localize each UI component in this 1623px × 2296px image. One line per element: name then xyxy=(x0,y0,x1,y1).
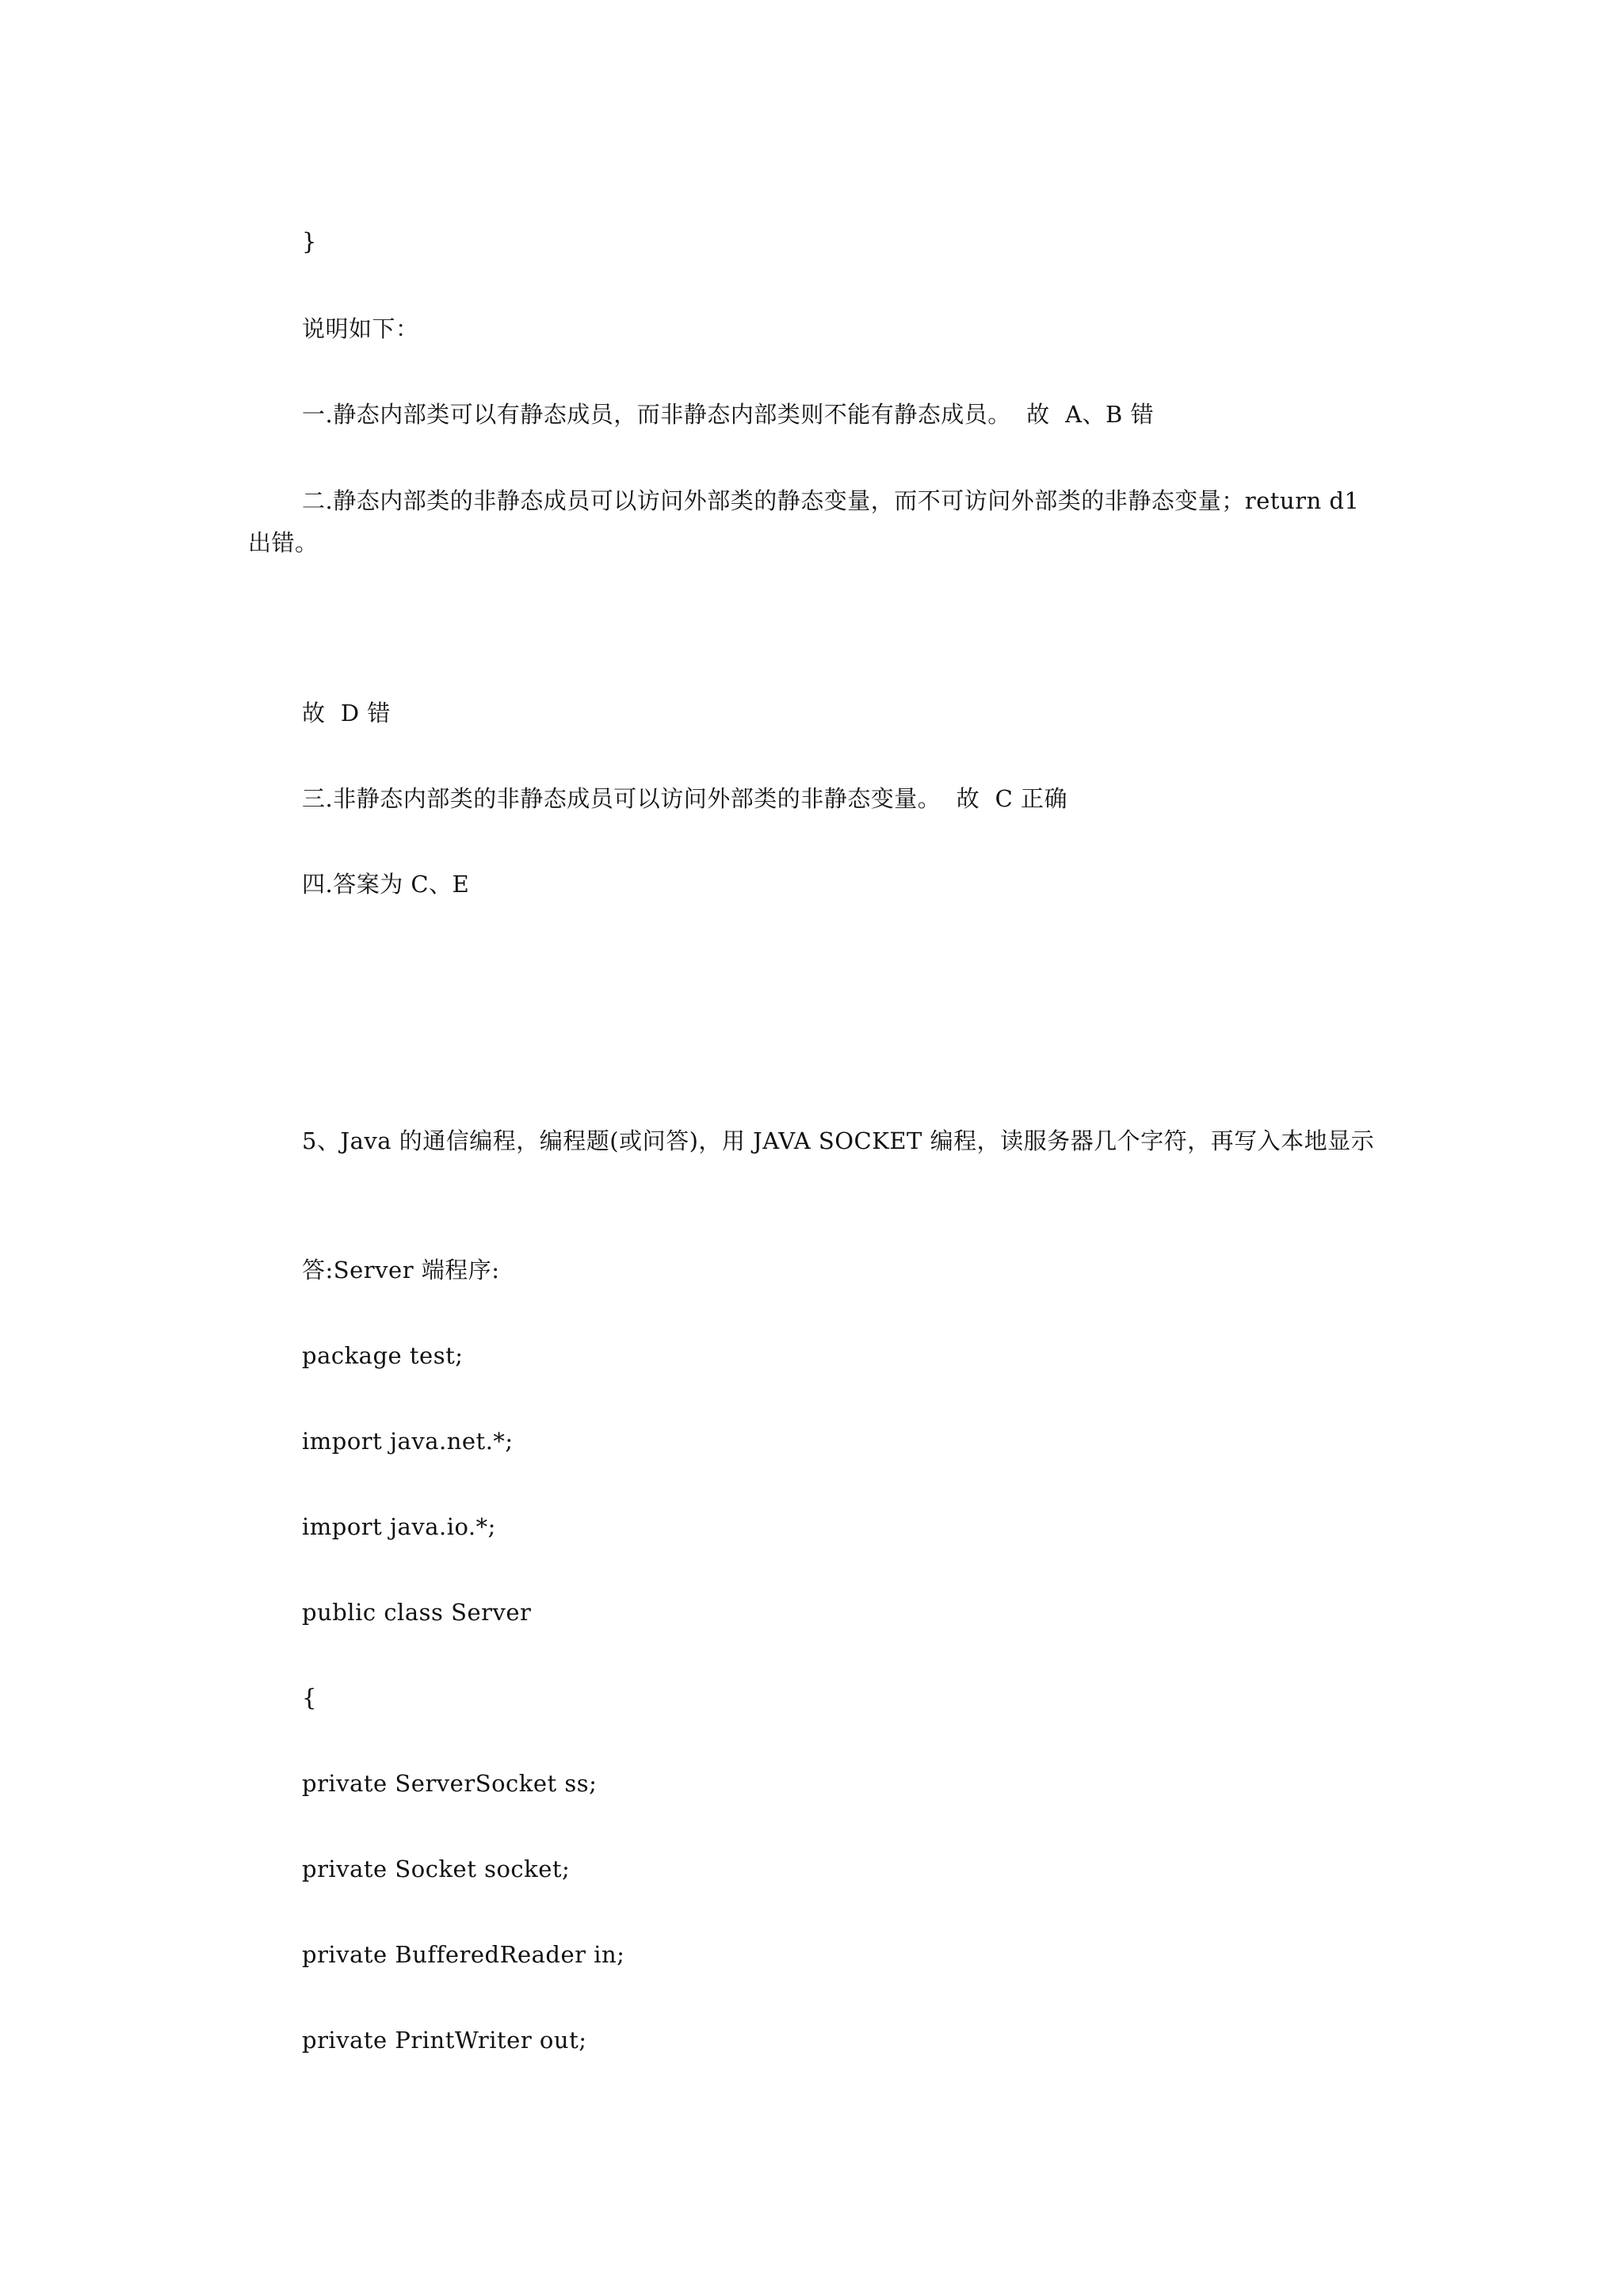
text-line-answer-server: 答:Server 端程序: xyxy=(302,1257,500,1283)
text-line-explanation-heading: 说明如下： xyxy=(302,315,419,342)
code-line-print-writer-field: private PrintWriter out; xyxy=(302,2027,587,2054)
code-line-buffered-reader-field: private BufferedReader in; xyxy=(302,1941,625,1968)
code-line-package: package test; xyxy=(302,1342,464,1369)
code-line-socket-field: private Socket socket; xyxy=(302,1855,571,1882)
text-line-d-wrong: 故 D 错 xyxy=(302,700,391,727)
code-line-server-socket-field: private ServerSocket ss; xyxy=(302,1770,598,1797)
code-line-import-net: import java.net.*; xyxy=(302,1428,514,1455)
code-line-class-declaration: public class Server xyxy=(302,1599,532,1626)
text-line-point-two-continued: 出错。 xyxy=(248,529,319,556)
text-line-closing-brace: } xyxy=(302,228,317,255)
text-line-question-five: 5、Java 的通信编程，编程题(或问答)，用 JAVA SOCKET 编程，读服务器几个字符，再写入本地显示 xyxy=(302,1127,1375,1154)
text-line-point-one: 一.静态内部类可以有静态成员，而非静态内部类则不能有静态成员。 故 A、B 错 xyxy=(302,401,1155,428)
code-line-import-io: import java.io.*; xyxy=(302,1513,496,1540)
text-line-point-four: 四.答案为 C、E xyxy=(302,871,470,898)
text-line-point-two: 二.静态内部类的非静态成员可以访问外部类的静态变量，而不可访问外部类的非静态变量；return d1 xyxy=(302,487,1360,514)
text-line-point-three: 三.非静态内部类的非静态成员可以访问外部类的非静态变量。 故 C 正确 xyxy=(302,785,1067,812)
code-line-open-brace: { xyxy=(302,1684,317,1711)
